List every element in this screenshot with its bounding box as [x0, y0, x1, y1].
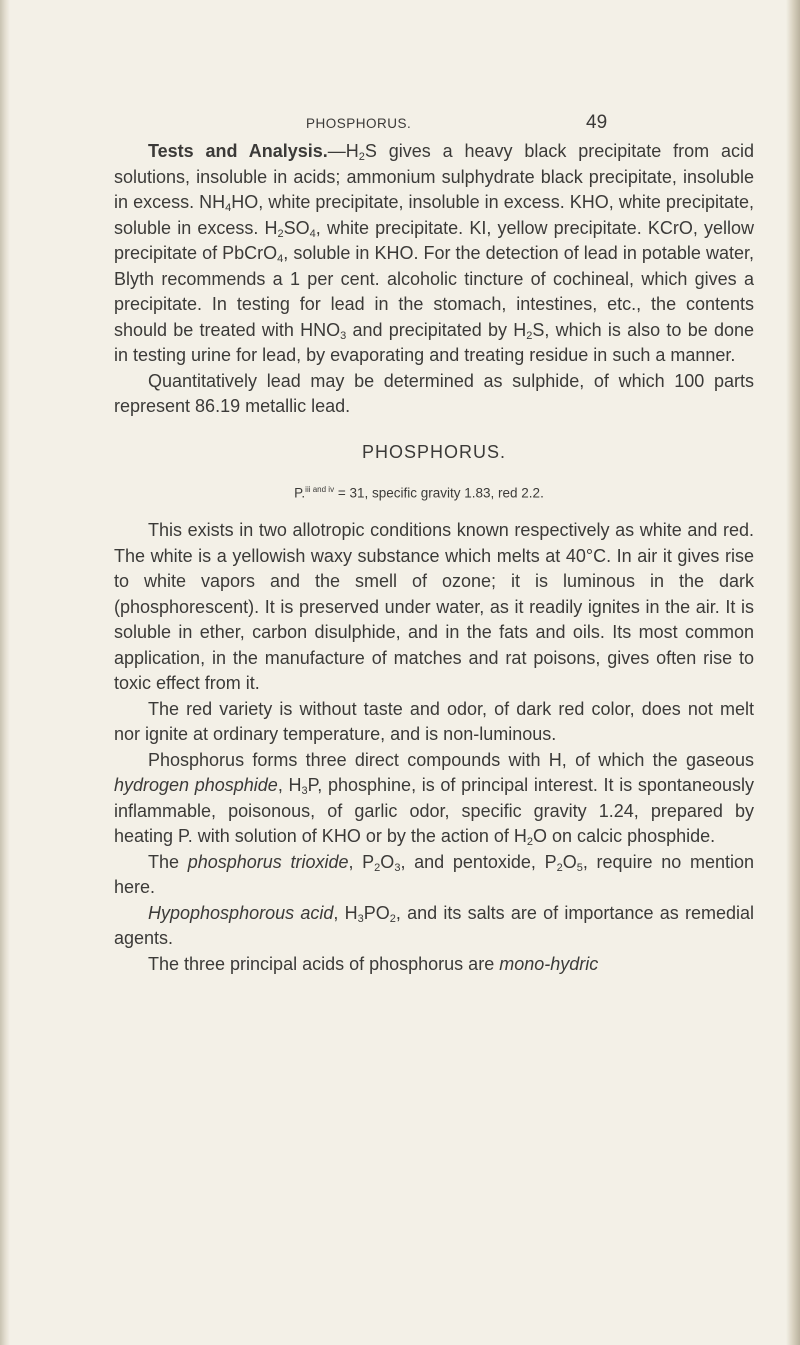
text-run: O [380, 851, 395, 872]
oxides-paragraph [114, 850, 754, 901]
subscript: 3 [340, 329, 347, 342]
subscript: 3 [301, 785, 308, 797]
tests-heading: Tests and Analysis. [148, 141, 328, 161]
subscript: 2 [526, 836, 534, 848]
text-run: The [148, 851, 188, 872]
text-run: , soluble in KHO. For the detection of lead in potable water, Blyth recommends a 1 per cent. alcoholic tincture of cochineal, which gives a precipitate. In testing for lead in the stomach, intestines, etc., the contents should be treated with HNO [114, 243, 754, 340]
quantitative-paragraph: Quantitatively lead may be determined as sulphide, of which 100 parts represent 86.19 metallic lead. [114, 370, 754, 416]
acids-paragraph [114, 952, 754, 978]
text-run: , require no mention here. [114, 851, 754, 897]
section-title: PHOSPHORUS. [361, 441, 507, 462]
italic-term: phosphorus trioxide [187, 851, 349, 872]
text-run: , and its salts are of importance as remedial agents. [114, 902, 754, 948]
page-header [0, 112, 800, 134]
subscript: 3 [357, 912, 364, 925]
text-run: —H [327, 141, 359, 161]
element-symbol: P. [294, 485, 306, 501]
text-run: HO, white precipitate, insoluble in excess. KHO, white precipitate, soluble in excess. H [114, 192, 754, 238]
subscript: 5 [576, 861, 583, 874]
subscript: 4 [309, 227, 316, 240]
compounds-paragraph [114, 748, 754, 850]
red-variety-paragraph: The red variety is without taste and odor, of dark red color, does not melt nor ignite at ordinary temperature, and is non-luminous. [114, 698, 754, 744]
text-run: , P [348, 851, 375, 872]
text-run: , H [277, 775, 302, 795]
atomic-weight-text: = 31, specific gravity 1.83, red 2.2. [334, 485, 544, 501]
subscript: 2 [277, 227, 284, 240]
italic-term: hydrogen phosphide [114, 775, 278, 795]
text-run: , H [333, 902, 358, 923]
subscript: 2 [374, 861, 381, 874]
running-head: PHOSPHORUS. [306, 116, 412, 131]
text-run: , and pentoxide, P [400, 851, 557, 872]
text-run: The three principal acids of phosphorus are [148, 953, 500, 974]
page-edge-right [786, 0, 800, 1345]
tests-paragraph [114, 139, 754, 369]
subscript: 2 [389, 912, 396, 925]
hypophosphorous-paragraph [114, 901, 754, 952]
text-run: PO [363, 902, 390, 923]
text-run: S, which is also to be done in testing urine for lead, by evaporating and treating residue in such a manner. [114, 319, 754, 365]
text-run: and precipitated by H [346, 319, 527, 340]
subscript: 2 [526, 329, 533, 342]
text-run: P, phosphine, is of principal interest. It is spontaneously inflammable, poisonous, of garlic odor, specific gravity 1.24, prepared by heating P. with solution of KHO or by the action of H [114, 775, 754, 846]
text-run: O [562, 851, 577, 872]
italic-term: Hypophosphorous acid [148, 902, 334, 923]
text-run: S gives a heavy black precipitate from acid solutions, insoluble in acids; ammonium sulphydrate black precipitate, insoluble in excess. NH [114, 141, 754, 212]
subscript: 4 [225, 202, 232, 214]
subscript: 2 [358, 151, 365, 163]
page-number: 49 [586, 112, 608, 133]
valence-superscript: iii and iv [305, 485, 335, 494]
body-text [114, 139, 754, 977]
text-run: SO [283, 217, 310, 238]
subscript: 2 [556, 861, 563, 874]
page-edge-left [0, 0, 10, 1345]
italic-term: mono-hydric [499, 953, 599, 974]
subscript: 4 [277, 253, 284, 265]
text-run: , white precipitate. KI, yellow precipitate. KCrO, yellow precipitate of PbCrO [114, 217, 755, 263]
subscript: 3 [394, 861, 401, 874]
text-run: Phosphorus forms three direct compounds with H, of which the gaseous [148, 749, 754, 770]
text-run: O on calcic phosphide. [533, 826, 716, 846]
formula-line [114, 477, 754, 506]
allotropic-paragraph: This exists in two allotropic conditions known respectively as white and red. The white is a yellowish waxy substance which melts at 40°C. In air it gives rise to white vapors and the smell of ozone; it is luminous in the dark (phosphorescent). It is preserved under water, as it readily ignites in the air. It is soluble in ether, carbon disulphide, and in the fats and oils. Its most common application, in the manufacture of matches and rat poisons, gives often rise to toxic effect from it. [114, 520, 754, 693]
